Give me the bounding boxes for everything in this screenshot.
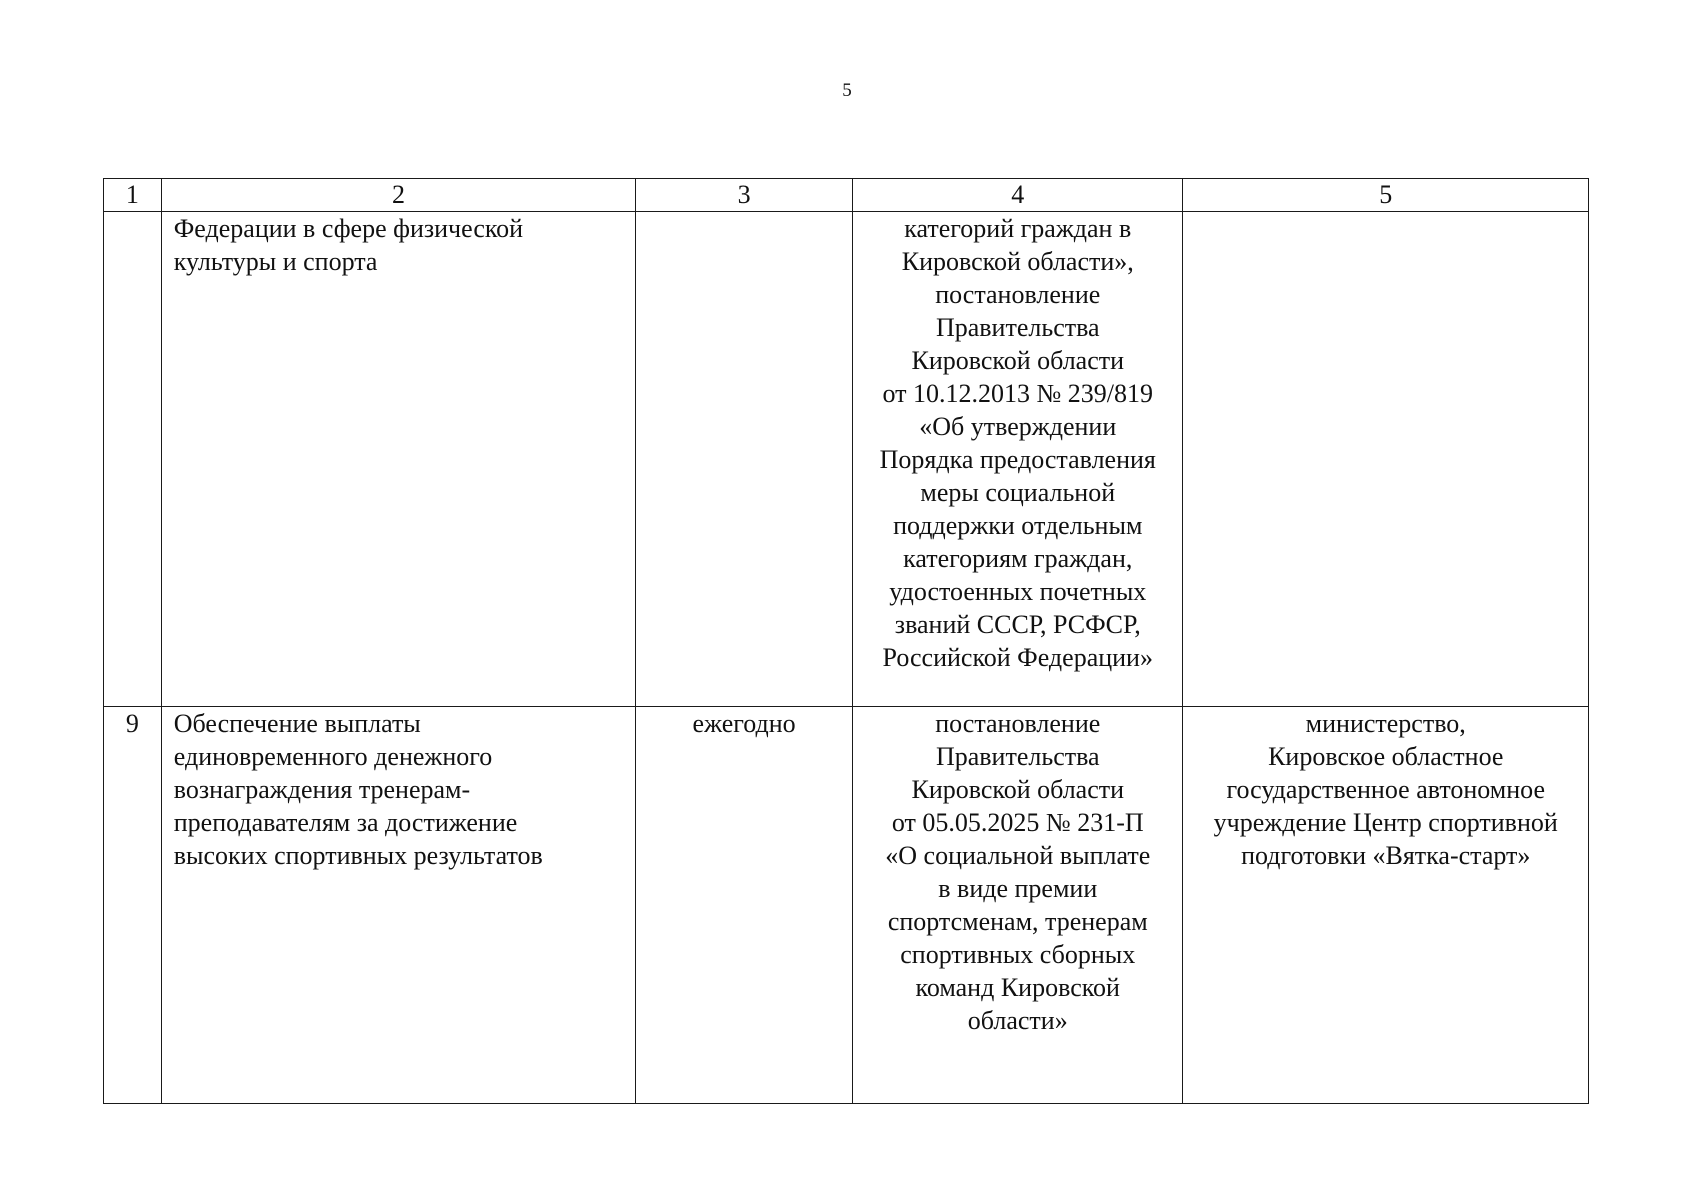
column-header-2: 2 bbox=[161, 179, 635, 212]
executor-cell: министерство, Кировское областное государственное автономное учреждение Центр спортивной подготовки «Вятка-старт» bbox=[1183, 707, 1589, 1104]
column-header-1: 1 bbox=[104, 179, 162, 212]
column-header-5: 5 bbox=[1183, 179, 1589, 212]
period-cell bbox=[636, 212, 853, 707]
activity-cell: Обеспечение выплаты единовременного денежного вознаграждения тренерам- преподавателям за достижение высоких спортивных результатов bbox=[161, 707, 635, 1104]
row-number-cell bbox=[104, 212, 162, 707]
executor-cell bbox=[1183, 212, 1589, 707]
table-row bbox=[104, 707, 1589, 1104]
column-header-4: 4 bbox=[853, 179, 1183, 212]
table-header-row bbox=[104, 179, 1589, 212]
document-table bbox=[103, 178, 1589, 1104]
basis-cell: категорий граждан в Кировской области», постановление Правительства Кировской области от 10.12.2013 № 239/819 «Об утверждении Порядка предоставления меры социальной поддержки отдельным категориям граждан, удостоенных почетных званий СССР, РСФСР, Российской Федерации» bbox=[853, 212, 1183, 707]
page-number: 5 bbox=[842, 80, 852, 101]
row-number-cell: 9 bbox=[104, 707, 162, 1104]
basis-cell: постановление Правительства Кировской области от 05.05.2025 № 231-П «О социальной выплате в виде премии спортсменам, тренерам спортивных сборных команд Кировской области» bbox=[853, 707, 1183, 1104]
table-row bbox=[104, 212, 1589, 707]
period-cell: ежегодно bbox=[636, 707, 853, 1104]
column-header-3: 3 bbox=[636, 179, 853, 212]
activity-cell: Федерации в сфере физической культуры и спорта bbox=[161, 212, 635, 707]
